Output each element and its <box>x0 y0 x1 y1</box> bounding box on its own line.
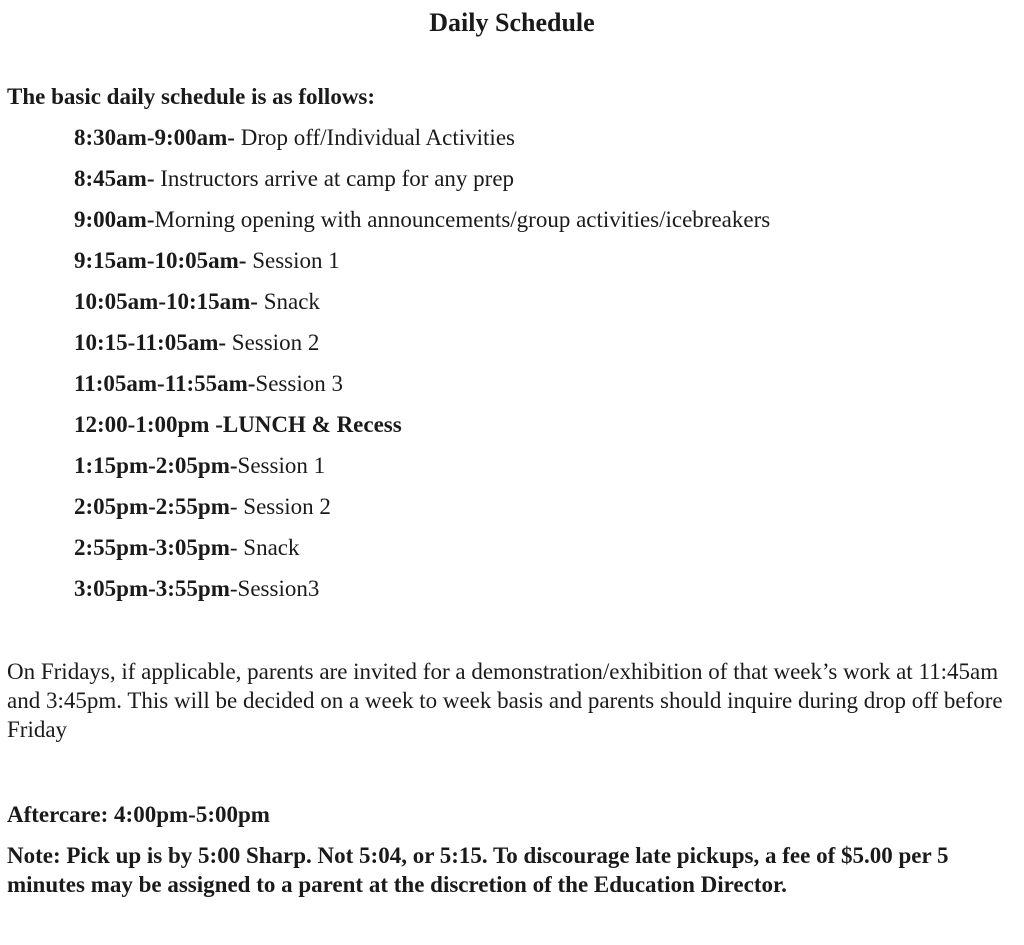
schedule-item <box>74 533 770 574</box>
schedule-time: 11:05am-11:55am- <box>74 371 256 396</box>
schedule-time: 10:15-11:05am- <box>74 330 227 355</box>
schedule-activity: - Snack <box>229 535 300 560</box>
schedule-list <box>74 123 770 615</box>
pickup-note: Note: Pick up is by 5:00 Sharp. Not 5:04, or 5:15. To discourage late pickups, a fee of $5.00 per 5 minutes may be assigned to a parent at the discretion of the Education Director. <box>7 843 949 897</box>
schedule-item <box>74 246 770 287</box>
schedule-item <box>74 328 770 369</box>
schedule-activity: Drop off/Individual Activities <box>234 125 515 150</box>
schedule-time: 2:55pm-3:05pm <box>74 535 230 560</box>
friday-paragraph: On Fridays, if applicable, parents are invited for a demonstration/exhibition of that week’s work at 11:45am and 3:45pm. This will be decided on a week to week basis and parents should inquire during drop off before Friday <box>7 659 1003 742</box>
schedule-item <box>74 123 770 164</box>
schedule-activity: -Session3 <box>229 576 320 601</box>
schedule-item <box>74 164 770 205</box>
schedule-time: 9:00am- <box>74 207 155 232</box>
schedule-intro: The basic daily schedule is as follows: <box>7 84 376 109</box>
schedule-activity: Session 2 <box>226 330 320 355</box>
schedule-activity: Session 1 <box>246 248 340 273</box>
schedule-time: 10:05am-10:15am- <box>74 289 258 314</box>
schedule-time: 12:00-1:00pm <box>74 412 216 437</box>
schedule-item <box>74 287 770 328</box>
schedule-time: 1:15pm-2:05pm- <box>74 453 238 478</box>
schedule-time: 3:05pm-3:55pm <box>74 576 230 601</box>
page-title: Daily Schedule <box>429 8 595 37</box>
schedule-activity: Snack <box>257 289 320 314</box>
schedule-time: 8:30am-9:00am- <box>74 125 235 150</box>
schedule-time: 8:45am- <box>74 166 155 191</box>
schedule-item <box>74 451 770 492</box>
schedule-activity: Session 3 <box>255 371 343 396</box>
schedule-time: 9:15am-10:05am- <box>74 248 247 273</box>
schedule-activity: Morning opening with announcements/group activities/icebreakers <box>154 207 771 232</box>
schedule-item <box>74 410 770 451</box>
schedule-activity: Session 1 <box>237 453 326 478</box>
schedule-activity: Instructors arrive at camp for any prep <box>154 166 515 191</box>
schedule-activity: - Session 2 <box>229 494 331 519</box>
schedule-item <box>74 369 770 410</box>
schedule-item <box>74 492 770 533</box>
aftercare-hours: Aftercare: 4:00pm-5:00pm <box>7 802 270 827</box>
schedule-time: 2:05pm-2:55pm <box>74 494 230 519</box>
schedule-activity: -LUNCH & Recess <box>215 412 402 437</box>
schedule-item <box>74 574 770 615</box>
schedule-item <box>74 205 770 246</box>
